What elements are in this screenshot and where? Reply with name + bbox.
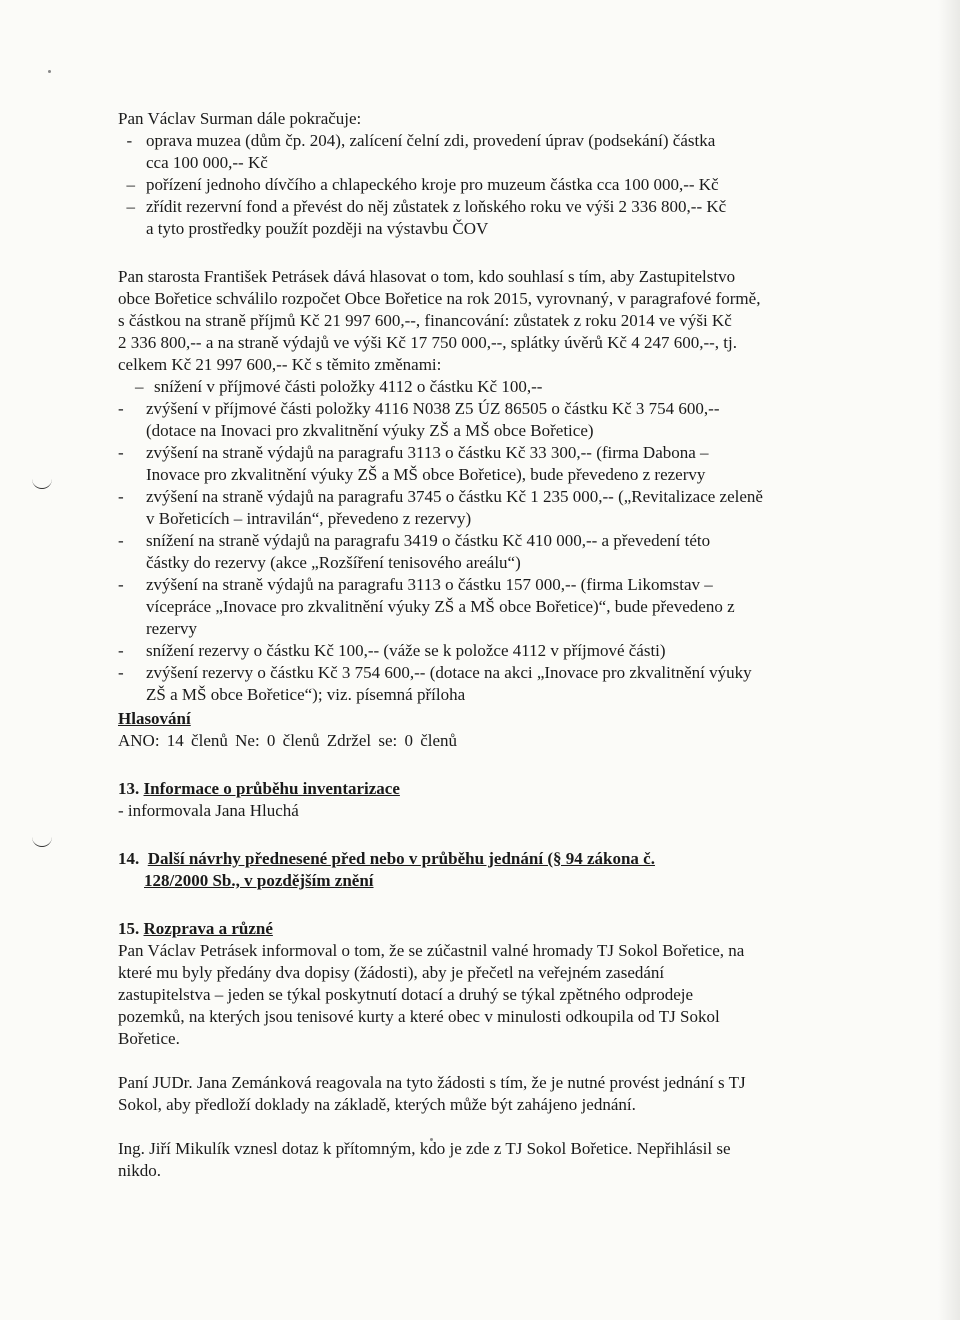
budget-paragraph bbox=[118, 266, 838, 376]
list-item-text: cca 100 000,-- Kč bbox=[146, 153, 268, 172]
paragraph-line: Ing. Jiří Mikulík vznesl dotaz k přítomným, kdo je zde z TJ Sokol Bořetice. Nepřihlásil se bbox=[118, 1139, 731, 1158]
intro-line: Pan Václav Surman dále pokračuje: bbox=[118, 109, 362, 128]
budget-changes-list bbox=[118, 376, 838, 706]
list-item-text: a tyto prostředky použít později na výstavbu ČOV bbox=[146, 219, 489, 238]
paragraph-line: nikdo. bbox=[118, 1161, 161, 1180]
section-14 bbox=[118, 848, 838, 892]
budget-change-item bbox=[118, 442, 838, 486]
budget-change-text: zvýšení v příjmové části položky 4116 N038 Z5 ÚZ 86505 o částku Kč 3 754 600,-- bbox=[146, 399, 720, 418]
paragraph-line: pozemků, na kterých jsou tenisové kurty a které obec v minulosti odkoupila od TJ Sokol bbox=[118, 1007, 720, 1026]
paragraph-line: 2 336 800,-- a na straně výdajů ve výši Kč 17 750 000,--, splátky úvěrů Kč 4 247 600,--, tj. bbox=[118, 333, 737, 352]
list-dash: – bbox=[118, 175, 135, 194]
discussion-paragraph bbox=[118, 1138, 838, 1182]
budget-change-text: zvýšení rezervy o částku Kč 3 754 600,-- (dotace na akci „Inovace pro zkvalitnění výuky bbox=[146, 663, 752, 682]
budget-change-text: snížení rezervy o částku Kč 100,-- (váže se k položce 4112 v příjmové části) bbox=[146, 641, 666, 660]
list-dash: - bbox=[118, 399, 124, 418]
section-15 bbox=[118, 918, 838, 1182]
section-number: 13. bbox=[118, 779, 140, 798]
paragraph-line: zastupitelstva – jeden se týkal poskytnutí dotací a druhý se týkal zpětného odprodeje bbox=[118, 985, 694, 1004]
paragraph-line: které mu byly předány dva dopisy (žádosti), aby je přečetl na veřejném zasedání bbox=[118, 963, 665, 982]
list-dash: - bbox=[118, 663, 124, 682]
list-item-text: pořízení jednoho dívčího a chlapeckého kroje pro muzeum částka cca 100 000,-- Kč bbox=[146, 175, 719, 194]
punch-hole-mark bbox=[32, 478, 52, 489]
budget-change-text: Inovace pro zkvalitnění výuky ZŠ a MŠ obce Bořetice), bude převedeno z rezervy bbox=[146, 465, 706, 484]
discussion-paragraph bbox=[118, 940, 838, 1050]
paragraph-line: obce Bořetice schválilo rozpočet Obce Bořetice na rok 2015, vyrovnaný, v paragrafové formě, bbox=[118, 289, 761, 308]
budget-change-item bbox=[118, 530, 838, 574]
section-title: Informace o průběhu inventarizace bbox=[143, 779, 400, 798]
budget-change-text: částky do rezervy (akce „Rozšíření tenisového areálu“) bbox=[146, 553, 521, 572]
document-page bbox=[118, 108, 838, 1182]
list-item-text: zřídit rezervní fond a převést do něj zůstatek z loňského roku ve výši 2 336 800,-- Kč bbox=[146, 197, 727, 216]
list-dash: - bbox=[118, 531, 124, 550]
discussion-paragraph bbox=[118, 1072, 838, 1116]
budget-change-item bbox=[118, 574, 838, 640]
section-13 bbox=[118, 778, 838, 822]
paragraph-line: Paní JUDr. Jana Zemánková reagovala na tyto žádosti s tím, že je nutné provést jednání s TJ bbox=[118, 1073, 746, 1092]
punch-hole-mark bbox=[32, 836, 52, 847]
budget-change-item bbox=[118, 376, 838, 398]
paragraph-line: Bořetice. bbox=[118, 1029, 180, 1048]
list-dash: - bbox=[118, 487, 124, 506]
list-dash: - bbox=[118, 641, 124, 660]
section-number: 15. bbox=[118, 919, 140, 938]
budget-change-text: snížení v příjmové části položky 4112 o částku Kč 100,-- bbox=[154, 377, 543, 396]
list-dash: - bbox=[118, 443, 124, 462]
budget-change-text: zvýšení na straně výdajů na paragrafu 3113 o částku 157 000,-- (firma Likomstav – bbox=[146, 575, 713, 594]
list-dash: - bbox=[118, 131, 133, 150]
list-item bbox=[118, 130, 838, 174]
budget-change-text: snížení na straně výdajů na paragrafu 3419 o částku Kč 410 000,-- a převedení této bbox=[146, 531, 711, 550]
paragraph-line: Pan starosta František Petrásek dává hlasovat o tom, kdo souhlasí s tím, aby Zastupitelstvo bbox=[118, 267, 736, 286]
paragraph-line: Sokol, aby předloží doklady na základě, kterých může být zahájeno jednání. bbox=[118, 1095, 636, 1114]
section-body: - informovala Jana Hluchá bbox=[118, 801, 299, 820]
budget-change-text: zvýšení na straně výdajů na paragrafu 3745 o částku Kč 1 235 000,-- („Revitalizace zeleně bbox=[146, 487, 763, 506]
budget-change-item bbox=[118, 662, 838, 706]
vote-heading: Hlasování bbox=[118, 709, 191, 728]
budget-change-text: vícepráce „Inovace pro zkvalitnění výuky ZŠ a MŠ obce Bořetice)“, bude převedeno z bbox=[146, 597, 735, 616]
budget-change-item bbox=[118, 640, 838, 662]
list-item bbox=[118, 174, 838, 196]
paragraph-line: celkem Kč 21 997 600,-- Kč s těmito změnami: bbox=[118, 355, 442, 374]
budget-change-item bbox=[118, 486, 838, 530]
list-dash: – bbox=[118, 197, 135, 216]
budget-change-text: v Bořeticích – intravilán“, převedeno z rezervy) bbox=[146, 509, 472, 528]
list-item bbox=[118, 196, 838, 240]
vote-result: ANO: 14 členů Ne: 0 členů Zdržel se: 0 členů bbox=[118, 731, 458, 750]
budget-change-text: (dotace na Inovaci pro zkvalitnění výuky ZŠ a MŠ obce Bořetice) bbox=[146, 421, 594, 440]
budget-change-item bbox=[118, 398, 838, 442]
section-number: 14. bbox=[118, 849, 140, 868]
paragraph-line: s částkou na straně příjmů Kč 21 997 600,--, financování: zůstatek z roku 2014 ve výši Kč bbox=[118, 311, 732, 330]
section-title: Další návrhy přednesené před nebo v průběhu jednání (§ 94 zákona č. bbox=[147, 849, 655, 868]
budget-change-text: zvýšení na straně výdajů na paragrafu 3113 o částku Kč 33 300,-- (firma Dabona – bbox=[146, 443, 709, 462]
budget-change-text: rezervy bbox=[146, 619, 197, 638]
section-title: Rozprava a různé bbox=[143, 919, 273, 938]
section-title-continued: 128/2000 Sb., v pozdějším znění bbox=[144, 871, 374, 890]
scan-speck bbox=[48, 70, 51, 73]
budget-change-text: ZŠ a MŠ obce Bořetice“); viz. písemná příloha bbox=[146, 685, 466, 704]
page-edge-shadow bbox=[938, 0, 960, 1320]
list-item-text: oprava muzea (dům čp. 204), zalícení čelní zdi, provedení úprav (podsekání) částka bbox=[146, 131, 716, 150]
paragraph-line: Pan Václav Petrásek informoval o tom, že se zúčastnil valné hromady TJ Sokol Bořetice, na bbox=[118, 941, 745, 960]
list-dash: – bbox=[118, 377, 144, 396]
list-dash: - bbox=[118, 575, 124, 594]
